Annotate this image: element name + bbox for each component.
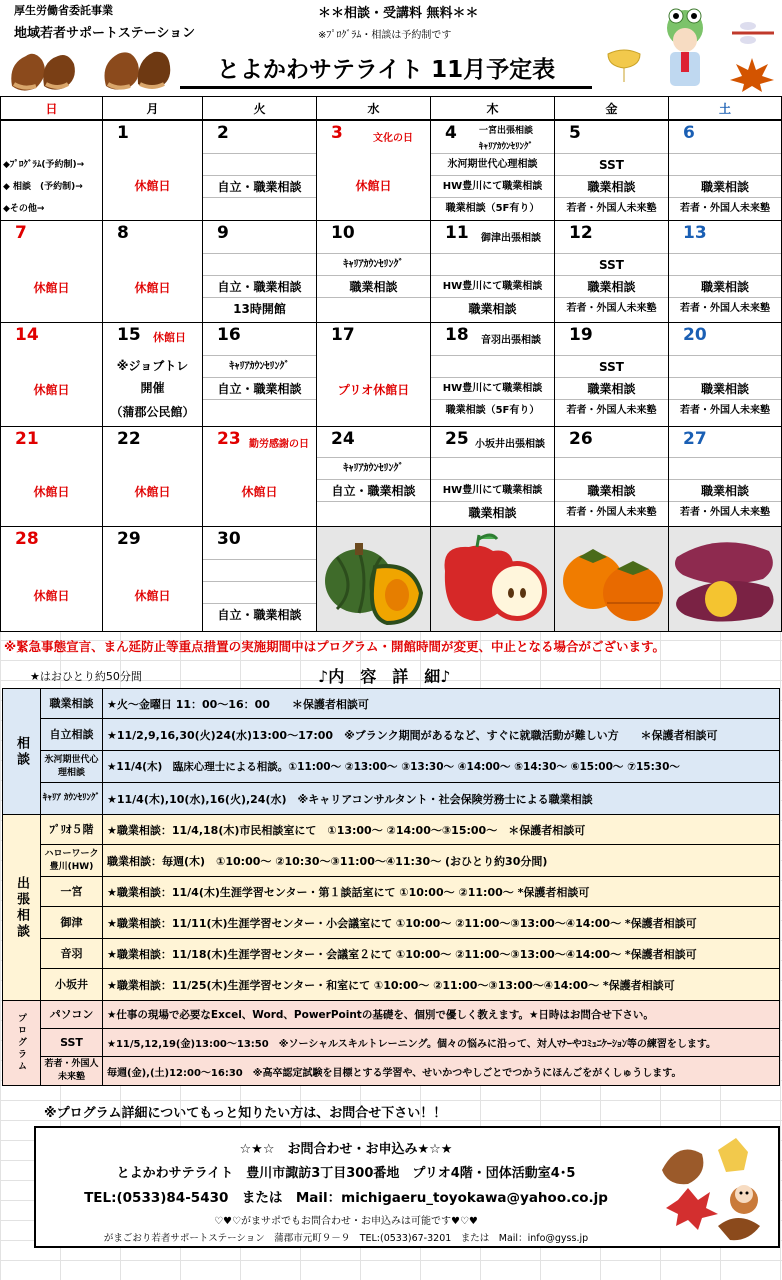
slot-label: 若者・外国人未来塾 — [555, 197, 668, 219]
slot-label: ｷｬﾘｱｶｳﾝｾﾘﾝｸﾞ — [317, 457, 430, 479]
slot-label: ｷｬﾘｱｶｳﾝｾﾘﾝｸﾞ — [317, 253, 430, 275]
row-label: SST — [41, 1029, 103, 1057]
legend-other: ◆その他→ — [3, 204, 45, 214]
slot-empty — [317, 501, 430, 523]
row-label: ｷｬﾘｱ ｶｳﾝｾﾘﾝｸﾞ — [41, 783, 103, 815]
day-cell — [431, 221, 555, 323]
jobtraining-label: （蒲郡公民館） — [110, 405, 195, 419]
closed-label: 休館日 — [134, 485, 171, 499]
day-number: 9 — [217, 223, 229, 243]
day-number: 24 — [331, 429, 355, 449]
contact-heading: ☆★☆ お問合わせ・お申込み★☆★ — [239, 1142, 453, 1157]
day-number: 27 — [683, 429, 707, 449]
slot-empty — [203, 399, 316, 421]
day-number: 23 — [217, 429, 241, 449]
legend-program: ◆ﾌﾟﾛｸﾞﾗﾑ(予約制)→ — [3, 160, 85, 170]
closed-label: 休館日 — [134, 179, 171, 193]
day-number: 19 — [569, 325, 593, 345]
day-cell — [203, 427, 317, 527]
station-label: 地域若者サポートステーション — [14, 26, 196, 41]
day-cell — [1, 323, 103, 427]
day-cell — [555, 323, 669, 427]
holiday-label: 勤労感謝の日 — [249, 439, 309, 450]
free-note: ＊＊相談・受講料 無料＊＊ — [318, 6, 479, 21]
slot-empty — [669, 457, 781, 479]
day-number: 28 — [15, 529, 39, 549]
slot-label: 若者・外国人未来塾 — [555, 297, 668, 319]
day-number: 30 — [217, 529, 241, 549]
day-cell — [1, 427, 103, 527]
persimmon-icon — [555, 527, 669, 631]
slot-label: 13時開館 — [203, 297, 316, 319]
slot-label: HW豊川にて職業相談 — [431, 175, 554, 197]
slot-label: 自立・職業相談 — [203, 275, 316, 297]
day-number: 1 — [117, 123, 129, 143]
slot-empty — [669, 153, 781, 175]
day-number: 20 — [683, 325, 707, 345]
row-label: ﾌﾟﾘｵ５階 — [41, 815, 103, 845]
row-label: パソコン — [41, 1001, 103, 1029]
day-number: 13 — [683, 223, 707, 243]
day-cell — [669, 121, 781, 221]
day-cell — [103, 221, 203, 323]
slot-empty — [203, 197, 316, 219]
day-number: 18 — [445, 325, 469, 345]
closed-label: 休館日 — [134, 281, 171, 295]
slot-label: 職業相談 — [431, 501, 554, 523]
closed-label: 休館日 — [153, 331, 186, 344]
day-number: 4 — [445, 123, 457, 143]
event-label: 一宮出張相談 — [479, 126, 534, 136]
persimmon-cell — [555, 527, 669, 631]
slot-label: 職業相談 — [555, 479, 668, 501]
day-number: 3 — [331, 123, 343, 143]
weekday-sat: 土 — [669, 97, 781, 121]
slot-label: 若者・外国人未来塾 — [669, 501, 781, 523]
slot-label: 職業相談 — [555, 175, 668, 197]
slot-empty — [203, 153, 316, 175]
day-cell — [317, 323, 431, 427]
row-label: 音羽 — [41, 939, 103, 969]
day-cell — [669, 427, 781, 527]
row-label: 御津 — [41, 907, 103, 939]
slot-label: 氷河期世代心理相談 — [431, 153, 554, 175]
closed-label: 休館日 — [33, 281, 70, 295]
slot-label: 職業相談（5F有り） — [431, 197, 554, 219]
slot-label: 若者・外国人未来塾 — [669, 297, 781, 319]
row-text: ★11/4(木) 臨床心理士による相談。①11:00～ ②13:00～ ③13:30～ ④14:00～ ⑤14:30～ ⑥15:00～ ⑦15:30～ — [103, 751, 779, 783]
day-number: 17 — [331, 325, 355, 345]
row-text: ★職業相談：11/18(木)生涯学習センター・会議室２にて ①10:00～ ②11:00～③13:00～④14:00～ *保護者相談可 — [103, 939, 779, 969]
reserve-note: ※ﾌﾟﾛｸﾞﾗﾑ・相談は予約制です — [318, 30, 452, 41]
row-text: ★職業相談：11/25(木)生涯学習センター・和室にて ①10:00～ ②11:00～③13:00～④14:00～ *保護者相談可 — [103, 969, 779, 1001]
slot-label: 職業相談（5F有り） — [431, 399, 554, 421]
day-cell — [555, 427, 669, 527]
slot-label: 職業相談 — [669, 275, 781, 297]
day-number: 7 — [15, 223, 27, 243]
page-title: とよかわサテライト 11月予定表 — [176, 50, 596, 90]
day-number: 8 — [117, 223, 129, 243]
closed-label: 休館日 — [33, 485, 70, 499]
row-text: ★11/2,9,16,30(火)24(水)13:00～17:00 ※ブランク期間があるなど、すぐに就職活動が難しい方 ＊保護者相談可 — [103, 719, 779, 751]
row-text: ★11/4(木),10(水),16(火),24(水) ※キャリアコンサルタント・社会保険労務士による職業相談 — [103, 783, 779, 815]
slot-label: ｷｬﾘｱｶｳﾝｾﾘﾝｸﾞ — [203, 355, 316, 377]
day-number: 2 — [217, 123, 229, 143]
day-number: 10 — [331, 223, 355, 243]
day-number: 11 — [445, 223, 469, 243]
weekday-wed: 水 — [317, 97, 431, 121]
chestnut-icon — [6, 46, 78, 92]
sweet-potato-cell — [669, 527, 781, 631]
day-cell — [1, 527, 103, 631]
row-text: ★職業相談：11/11(木)生涯学習センター・小会議室にて ①10:00～ ②11:00～③13:00～④14:00～ *保護者相談可 — [103, 907, 779, 939]
slot-label: 職業相談 — [669, 479, 781, 501]
day-cell — [203, 221, 317, 323]
header — [0, 0, 782, 96]
jobtraining-label: ※ジョブトレ — [116, 359, 189, 373]
event-label: 御津出張相談 — [481, 233, 541, 244]
slot-label: HW豊川にて職業相談 — [431, 275, 554, 297]
slot-label: 職業相談 — [431, 297, 554, 319]
pumpkin-cell — [317, 527, 431, 631]
slot-label: HW豊川にて職業相談 — [431, 377, 554, 399]
day-number: 26 — [569, 429, 593, 449]
notice-text: ※緊急事態宣言、まん延防止等重点措置の実施期間中はプログラム・開館時間が変更、中止となる場合がございます。 — [4, 639, 666, 654]
apple-icon — [431, 527, 555, 631]
slot-empty — [555, 457, 668, 479]
closed-label: 休館日 — [33, 383, 70, 397]
row-text: 毎週(金),(土)12:00～16:30 ※高卒認定試験を目標とする学習や、せいかつやしごとでつかうにほんごをがくしゅうします。 — [103, 1057, 779, 1085]
slot-label: 自立・職業相談 — [203, 603, 316, 625]
duration-note: ★はおひとり約50分間 — [30, 670, 142, 683]
legend-cell — [1, 121, 103, 221]
weekday-thu: 木 — [431, 97, 555, 121]
row-label: ハローワーク豊川(HW) — [41, 845, 103, 877]
slot-empty — [669, 355, 781, 377]
row-text: ★仕事の現場で必要なExcel、Word、PowerPointの基礎を、個別で優しく教えます。★日時はお問合せ下さい。 — [103, 1001, 779, 1029]
slot-label: 職業相談 — [669, 377, 781, 399]
slot-label: 若者・外国人未来塾 — [669, 399, 781, 421]
row-label: 氷河期世代心理相談 — [41, 751, 103, 783]
ginkgo-leaf-icon — [604, 46, 644, 86]
day-cell — [669, 221, 781, 323]
day-cell — [431, 427, 555, 527]
row-label: 自立相談 — [41, 719, 103, 751]
row-label: 小坂井 — [41, 969, 103, 1001]
event-label: ｷｬﾘｱｶｳﾝｾﾘﾝｸﾞ — [479, 142, 534, 152]
row-label: 一宮 — [41, 877, 103, 907]
slot-empty — [203, 559, 316, 581]
day-number: 12 — [569, 223, 593, 243]
slot-empty — [431, 457, 554, 479]
slot-label: 職業相談 — [669, 175, 781, 197]
slot-empty — [431, 355, 554, 377]
day-cell — [317, 427, 431, 527]
row-text: 職業相談：毎週(木) ①10:00～ ②10:30～③11:00～④11:30～ (おひとり約30分間) — [103, 845, 779, 877]
slot-label: 自立・職業相談 — [203, 377, 316, 399]
closed-label: 休館日 — [241, 485, 278, 499]
sweet-potato-icon — [669, 527, 781, 631]
calendar — [0, 96, 782, 632]
day-number: 15 — [117, 325, 141, 345]
slot-empty — [203, 253, 316, 275]
slot-label: SST — [555, 355, 668, 377]
jobtraining-label: 開催 — [140, 381, 165, 395]
day-cell — [103, 323, 203, 427]
pumpkin-icon — [317, 527, 431, 631]
slot-label: 若者・外国人未来塾 — [669, 197, 781, 219]
day-number: 5 — [569, 123, 581, 143]
day-cell — [317, 221, 431, 323]
slot-label: 自立・職業相談 — [317, 479, 430, 501]
day-number: 14 — [15, 325, 39, 345]
slot-label: 職業相談 — [555, 377, 668, 399]
day-number: 21 — [15, 429, 39, 449]
row-label: 若者・外国人未来塾 — [41, 1057, 103, 1085]
chestnut-icon — [98, 44, 174, 92]
acorn-icon — [648, 1130, 778, 1246]
frog-mascot-icon — [650, 6, 720, 94]
row-text: ★職業相談：11/4,18(木)市民相談室にて ①13:00～ ②14:00～③15:00～ ＊保護者相談可 — [103, 815, 779, 845]
event-label: 音羽出張相談 — [481, 335, 541, 346]
day-cell — [317, 121, 431, 221]
day-cell — [669, 323, 781, 427]
details-title: ♪内 容 詳 細♪ — [318, 667, 451, 686]
day-cell — [555, 221, 669, 323]
weekday-sun: 日 — [1, 97, 103, 121]
slot-label: 職業相談 — [555, 275, 668, 297]
row-label: 職業相談 — [41, 689, 103, 719]
contact-box — [34, 1126, 780, 1248]
day-number: 16 — [217, 325, 241, 345]
contact-gamagori: がまごおり若者サポートステーション 蒲郡市元町９－９ TEL:(0533)67-3201 または Mail：info@gyss.jp — [103, 1233, 589, 1244]
maple-leaf-icon — [724, 54, 780, 94]
slot-empty — [203, 581, 316, 603]
more-info: ※プログラム詳細についてもっと知りたい方は、お問合せ下さい！！ — [44, 1106, 447, 1121]
day-number: 25 — [445, 429, 469, 449]
closed-label: 休館日 — [134, 589, 171, 603]
details-table — [2, 688, 780, 1086]
slot-empty — [431, 253, 554, 275]
day-cell — [555, 121, 669, 221]
contact-note: ♡♥♡がまサポでもお問合わせ・お申込みは可能です♥♡♥ — [214, 1216, 478, 1227]
slot-label: HW豊川にて職業相談 — [431, 479, 554, 501]
day-cell — [431, 121, 555, 221]
weekday-mon: 月 — [103, 97, 203, 121]
day-cell — [1, 221, 103, 323]
legend-soudan: ◆ 相談 (予約制)→ — [3, 182, 83, 192]
row-text: ★職業相談：11/4(木)生涯学習センター・第１談話室にて ①10:00～ ②11:00～ *保護者相談可 — [103, 877, 779, 907]
event-label: 小坂井出張相談 — [475, 439, 545, 450]
day-cell — [203, 323, 317, 427]
slot-label: 自立・職業相談 — [203, 175, 316, 197]
slot-empty — [317, 297, 430, 319]
day-cell — [103, 121, 203, 221]
day-number: 6 — [683, 123, 695, 143]
dragonfly-icon — [728, 20, 778, 46]
day-number: 29 — [117, 529, 141, 549]
ministry-label: 厚生労働省委託事業 — [14, 4, 113, 17]
weekday-fri: 金 — [555, 97, 669, 121]
slot-label: 職業相談 — [317, 275, 430, 297]
category-shutcho: 出張相談 — [3, 815, 41, 1001]
day-number: 22 — [117, 429, 141, 449]
slot-label: 若者・外国人未来塾 — [555, 399, 668, 421]
day-cell — [103, 527, 203, 631]
closed-label: プリオ休館日 — [337, 383, 410, 397]
slot-empty — [669, 253, 781, 275]
closed-label: 休館日 — [33, 589, 70, 603]
contact-tel-mail: TEL:(0533)84-5430 または Mail：michigaeru_toyokawa@yahoo.co.jp — [84, 1190, 608, 1206]
day-cell — [203, 121, 317, 221]
slot-label: SST — [555, 153, 668, 175]
slot-label: SST — [555, 253, 668, 275]
row-text: ★火～金曜日 11：00～16：00 ＊保護者相談可 — [103, 689, 779, 719]
holiday-label: 文化の日 — [373, 133, 413, 144]
category-program: プログラム — [3, 1001, 41, 1085]
day-cell — [431, 323, 555, 427]
day-cell — [103, 427, 203, 527]
contact-address: とよかわサテライト 豊川市諏訪3丁目300番地 プリオ4階・団体活動室4･5 — [116, 1166, 576, 1181]
apple-cell — [431, 527, 555, 631]
closed-label: 休館日 — [355, 179, 392, 193]
row-text: ★11/5,12,19(金)13:00～13:50 ※ソーシャルスキルトレーニング。個々の悩みに沿って、対人ﾏﾅｰやｺﾐｭﾆｹｰｼｮﾝ等の練習をします。 — [103, 1029, 779, 1057]
day-cell — [203, 527, 317, 631]
category-soudan: 相談 — [3, 689, 41, 815]
slot-label: 若者・外国人未来塾 — [555, 501, 668, 523]
weekday-tue: 火 — [203, 97, 317, 121]
